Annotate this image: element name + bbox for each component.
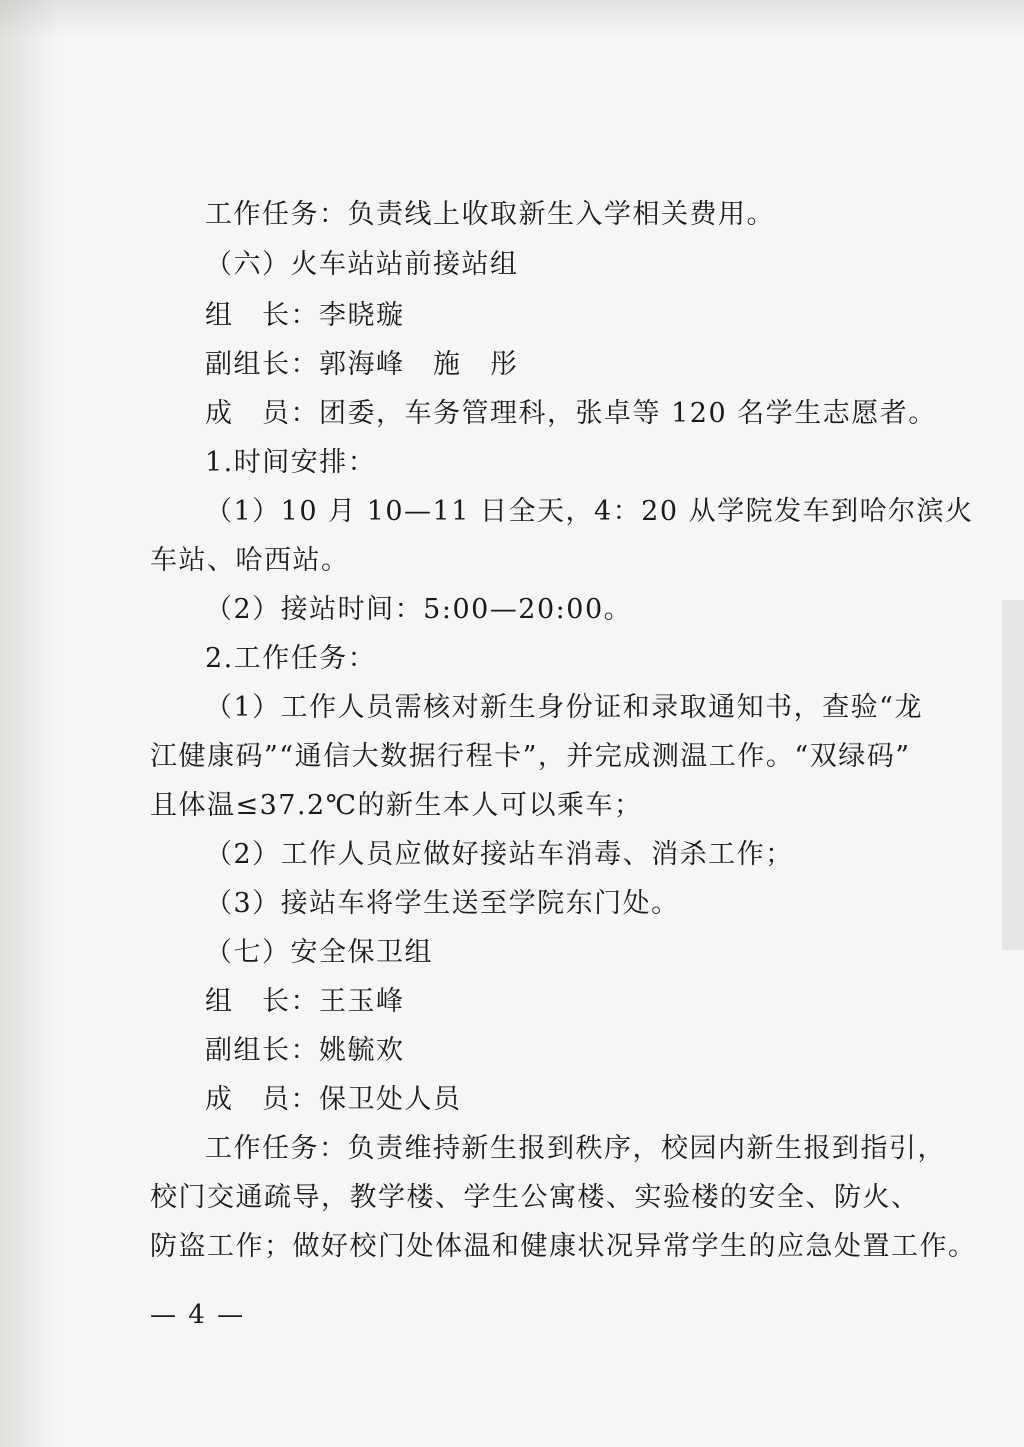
task-item-3: （3）接站车将学生送至学院东门处。 (205, 888, 680, 919)
section-heading-station-pickup: （六）火车站站前接站组 (205, 249, 519, 280)
members-line: 成 员：团委，车务管理科，张卓等 120 名学生志愿者。 (205, 398, 937, 429)
group-leader-line: 组 长：李晓璇 (205, 300, 405, 331)
security-deputy-line: 副组长：姚毓欢 (205, 1035, 405, 1066)
task-line-fees: 工作任务：负责线上收取新生入学相关费用。 (205, 199, 775, 230)
task-item-1-cont-2: 且体温≤37.2℃的新生本人可以乘车； (150, 790, 643, 821)
security-task-line-cont-2: 防盗工作；做好校门处体温和健康状况异常学生的应急处置工作。 (150, 1231, 977, 1262)
schedule-item-1: （1）10 月 10—11 日全天，4：20 从学院发车到哈尔滨火 (205, 496, 974, 527)
security-leader-line: 组 长：王玉峰 (205, 986, 405, 1017)
security-task-line: 工作任务：负责维持新生报到秩序，校园内新生报到指引， (205, 1133, 946, 1164)
security-task-line-cont: 校门交通疏导，教学楼、学生公寓楼、实验楼的安全、防火、 (150, 1182, 920, 1213)
task-item-2: （2）工作人员应做好接站车消毒、消杀工作； (205, 839, 794, 870)
schedule-item-2: （2）接站时间：5:00—20:00。 (205, 594, 633, 625)
schedule-heading: 1.时间安排： (205, 447, 377, 478)
tasks-heading: 2.工作任务： (205, 643, 377, 674)
page-number: — 4 — (150, 1300, 246, 1330)
task-item-1: （1）工作人员需核对新生身份证和录取通知书，查验“龙 (205, 692, 923, 723)
deputy-leader-line: 副组长：郭海峰 施 彤 (205, 349, 519, 380)
task-item-1-cont: 江健康码”“通信大数据行程卡”，并完成测温工作。“双绿码” (150, 741, 911, 772)
section-heading-security: （七）安全保卫组 (205, 937, 433, 968)
schedule-item-1-cont: 车站、哈西站。 (150, 545, 350, 576)
security-members-line: 成 员：保卫处人员 (205, 1084, 462, 1115)
